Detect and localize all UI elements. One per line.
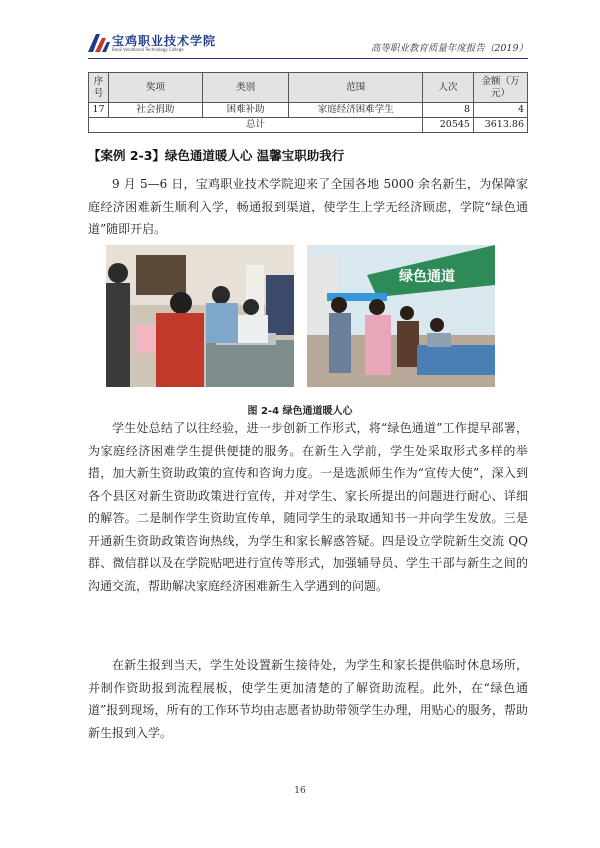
col-header-amount: 金额（万元）: [473, 73, 527, 103]
photo-green-channel-illustration: [307, 245, 495, 387]
cell-scope: 家庭经济困难学生: [289, 103, 423, 118]
table-total-row: [89, 118, 528, 133]
table-row: [89, 103, 528, 118]
col-header-count: 人次: [423, 73, 474, 103]
page-header: [88, 30, 528, 58]
col-header-award: 奖项: [108, 73, 202, 103]
case-title: 【案例 2-3】绿色通道暖人心 温馨宝职助我行: [88, 148, 345, 163]
photo-reception-desk: [106, 245, 294, 387]
awards-table: [88, 72, 528, 133]
college-logo-icon: [88, 34, 110, 52]
photo-reception-illustration: [106, 245, 294, 387]
photo-green-channel-booth: [307, 245, 495, 387]
paragraph-intro: 9 月 5—6 日，宝鸡职业技术学院迎来了全国各地 5000 余名新生，为保障家庭经济困难新生顺利入学，畅通报到渠道，使学生上学无经济顾虑，学院“绿色通道”随即开启。: [88, 177, 528, 236]
report-title: 高等职业教育质量年度报告（2019）: [370, 43, 528, 54]
banner-text: 绿色通道: [399, 269, 455, 285]
college-name: 宝鸡职业技术学院: [112, 34, 217, 48]
col-header-category: 类别: [202, 73, 289, 103]
page-number: 16: [294, 786, 306, 796]
cell-total-label: 总计: [89, 118, 423, 133]
col-header-seq: 序号: [89, 73, 109, 103]
col-header-scope: 范围: [289, 73, 423, 103]
paragraph-registration-day: 在新生报到当天，学生处设置新生接待处，为学生和家长提供临时休息场所，并制作资助报到流程展板，使学生更加清楚的了解资助流程。此外，在“绿色通道”报到现场，所有的工作环节均由志愿者协助带领学生办理，用贴心的服务，帮助新生报到入学。: [88, 658, 528, 740]
paragraph-measures: 学生处总结了以往经验，进一步创新工作形式，将“绿色通道”工作提早部署，为家庭经济困难学生提供便捷的服务。在新生入学前，学生处采取形式多样的举措，加大新生资助政策的宣传和咨询力度。一是选派师生作为“宣传大使”，深入到各个县区对新生资助政策进行宣传，并对学生、家长所提出的问题进行耐心、详细的解答。二是制作学生资助宣传单，随同学生的录取通知书一并向学生发放。三是开通新生资助政策咨询热线，为学生和家长解惑答疑。四是设立学院新生交流 QQ 群、微信群以及在学院贴吧进行宣传等形式，加强辅导员、学生干部与新生之间的沟通交流，帮助解决家庭经济困难新生入学遇到的问题。: [88, 421, 528, 593]
cell-category: 困难补助: [202, 103, 289, 118]
cell-award: 社会捐助: [108, 103, 202, 118]
cell-amount: 4: [473, 103, 527, 118]
header-divider: [88, 58, 528, 59]
figure-caption: 图 2-4 绿色通道暖人心: [247, 406, 353, 417]
college-name-en: Baoji Vocational Technology College: [112, 47, 184, 52]
cell-total-count: 20545: [423, 118, 474, 133]
cell-count: 8: [423, 103, 474, 118]
cell-seq: 17: [89, 103, 109, 118]
table-header-row: [89, 73, 528, 103]
cell-total-amount: 3613.86: [473, 118, 527, 133]
